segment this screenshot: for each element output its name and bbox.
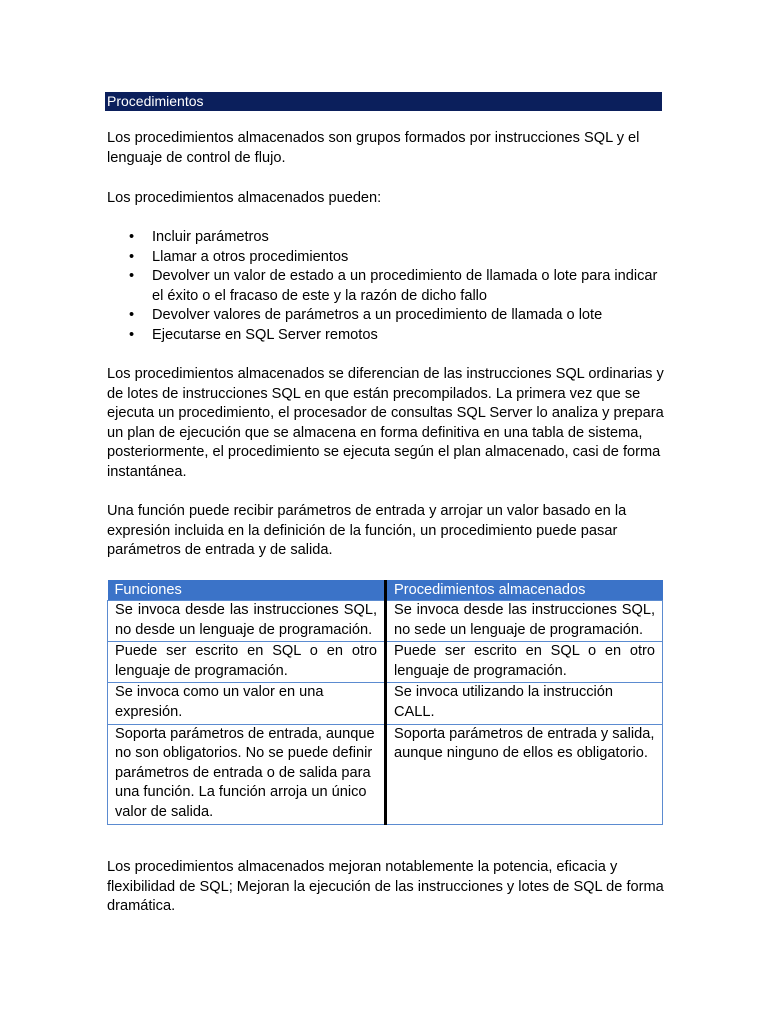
list-item: • Llamar a otros procedimientos	[107, 248, 667, 268]
table-row	[108, 601, 663, 642]
capabilities-intro: Los procedimientos almacenados pueden:	[107, 190, 382, 206]
table-cell: Se invoca utilizando la instrucción CALL.	[386, 683, 663, 724]
list-item: • Incluir parámetros	[107, 228, 667, 248]
table-row	[108, 642, 663, 683]
closing-paragraph: Los procedimientos almacenados mejoran notablemente la potencia, eficacia y flexibilidad de SQL; Mejoran la ejecución de las instrucciones y lotes de SQL de forma dramática.	[107, 859, 664, 915]
table-cell: Puede ser escrito en SQL o en otro lenguaje de programación.	[386, 642, 663, 683]
table-cell: Se invoca como un valor en una expresión.	[108, 683, 386, 724]
list-item: • Ejecutarse en SQL Server remotos	[107, 326, 667, 346]
bullet-icon: •	[129, 248, 135, 265]
bullet-icon: •	[129, 229, 135, 245]
column-header-functions: Funciones	[108, 580, 386, 601]
table-row	[108, 683, 663, 724]
comparison-table	[107, 580, 663, 825]
list-item: • Devolver valores de parámetros a un procedimiento de llamada o lote	[107, 306, 667, 326]
table-header-row	[108, 580, 663, 601]
table-cell: Soporta parámetros de entrada y salida, aunque ninguno de ellos es obligatorio.	[386, 724, 663, 824]
table-cell: Se invoca desde las instrucciones SQL, no sede un lenguaje de programación.	[386, 601, 663, 642]
column-header-procedures: Procedimientos almacenados	[386, 580, 663, 601]
bullet-icon: •	[129, 268, 135, 285]
function-paragraph: Una función puede recibir parámetros de entrada y arrojar un valor basado en la expresión incluida en la definición de la función, un procedimiento puede pasar parámetros de entrada y de salida.	[107, 503, 627, 559]
bullet-icon: •	[129, 307, 135, 324]
table-cell: Se invoca desde las instrucciones SQL, no desde un lenguaje de programación.	[108, 601, 386, 642]
list-item: • Devolver un valor de estado a un procedimiento de llamada o lote para indicar el éxito o el fracaso de este y la razón de dicho fallo	[129, 268, 658, 304]
bullet-icon: •	[129, 326, 135, 343]
section-heading: Procedimientos	[105, 92, 662, 111]
precompiled-paragraph: Los procedimientos almacenados se diferencian de las instrucciones SQL ordinarias y de lotes de instrucciones SQL en que están precompilados. La primera vez que se ejecuta un procedimiento, el procesador de consultas SQL Server lo analiza y prepara un plan de ejecución que se almacena en forma definitiva en una tabla de sistema, posteriormente, el procedimiento se ejecuta según el plan almacenado, casi de forma instantánea.	[107, 366, 664, 480]
table-row	[108, 724, 663, 824]
intro-paragraph: Los procedimientos almacenados son grupos formados por instrucciones SQL y el lenguaje de control de flujo.	[107, 130, 640, 166]
table-cell: Soporta parámetros de entrada, aunque no son obligatorios. No se puede definir parámetros de entrada o de salida para una función. La función arroja un único valor de salida.	[108, 724, 386, 824]
table-cell: Puede ser escrito en SQL o en otro lenguaje de programación.	[108, 642, 386, 683]
capabilities-list	[107, 228, 667, 346]
